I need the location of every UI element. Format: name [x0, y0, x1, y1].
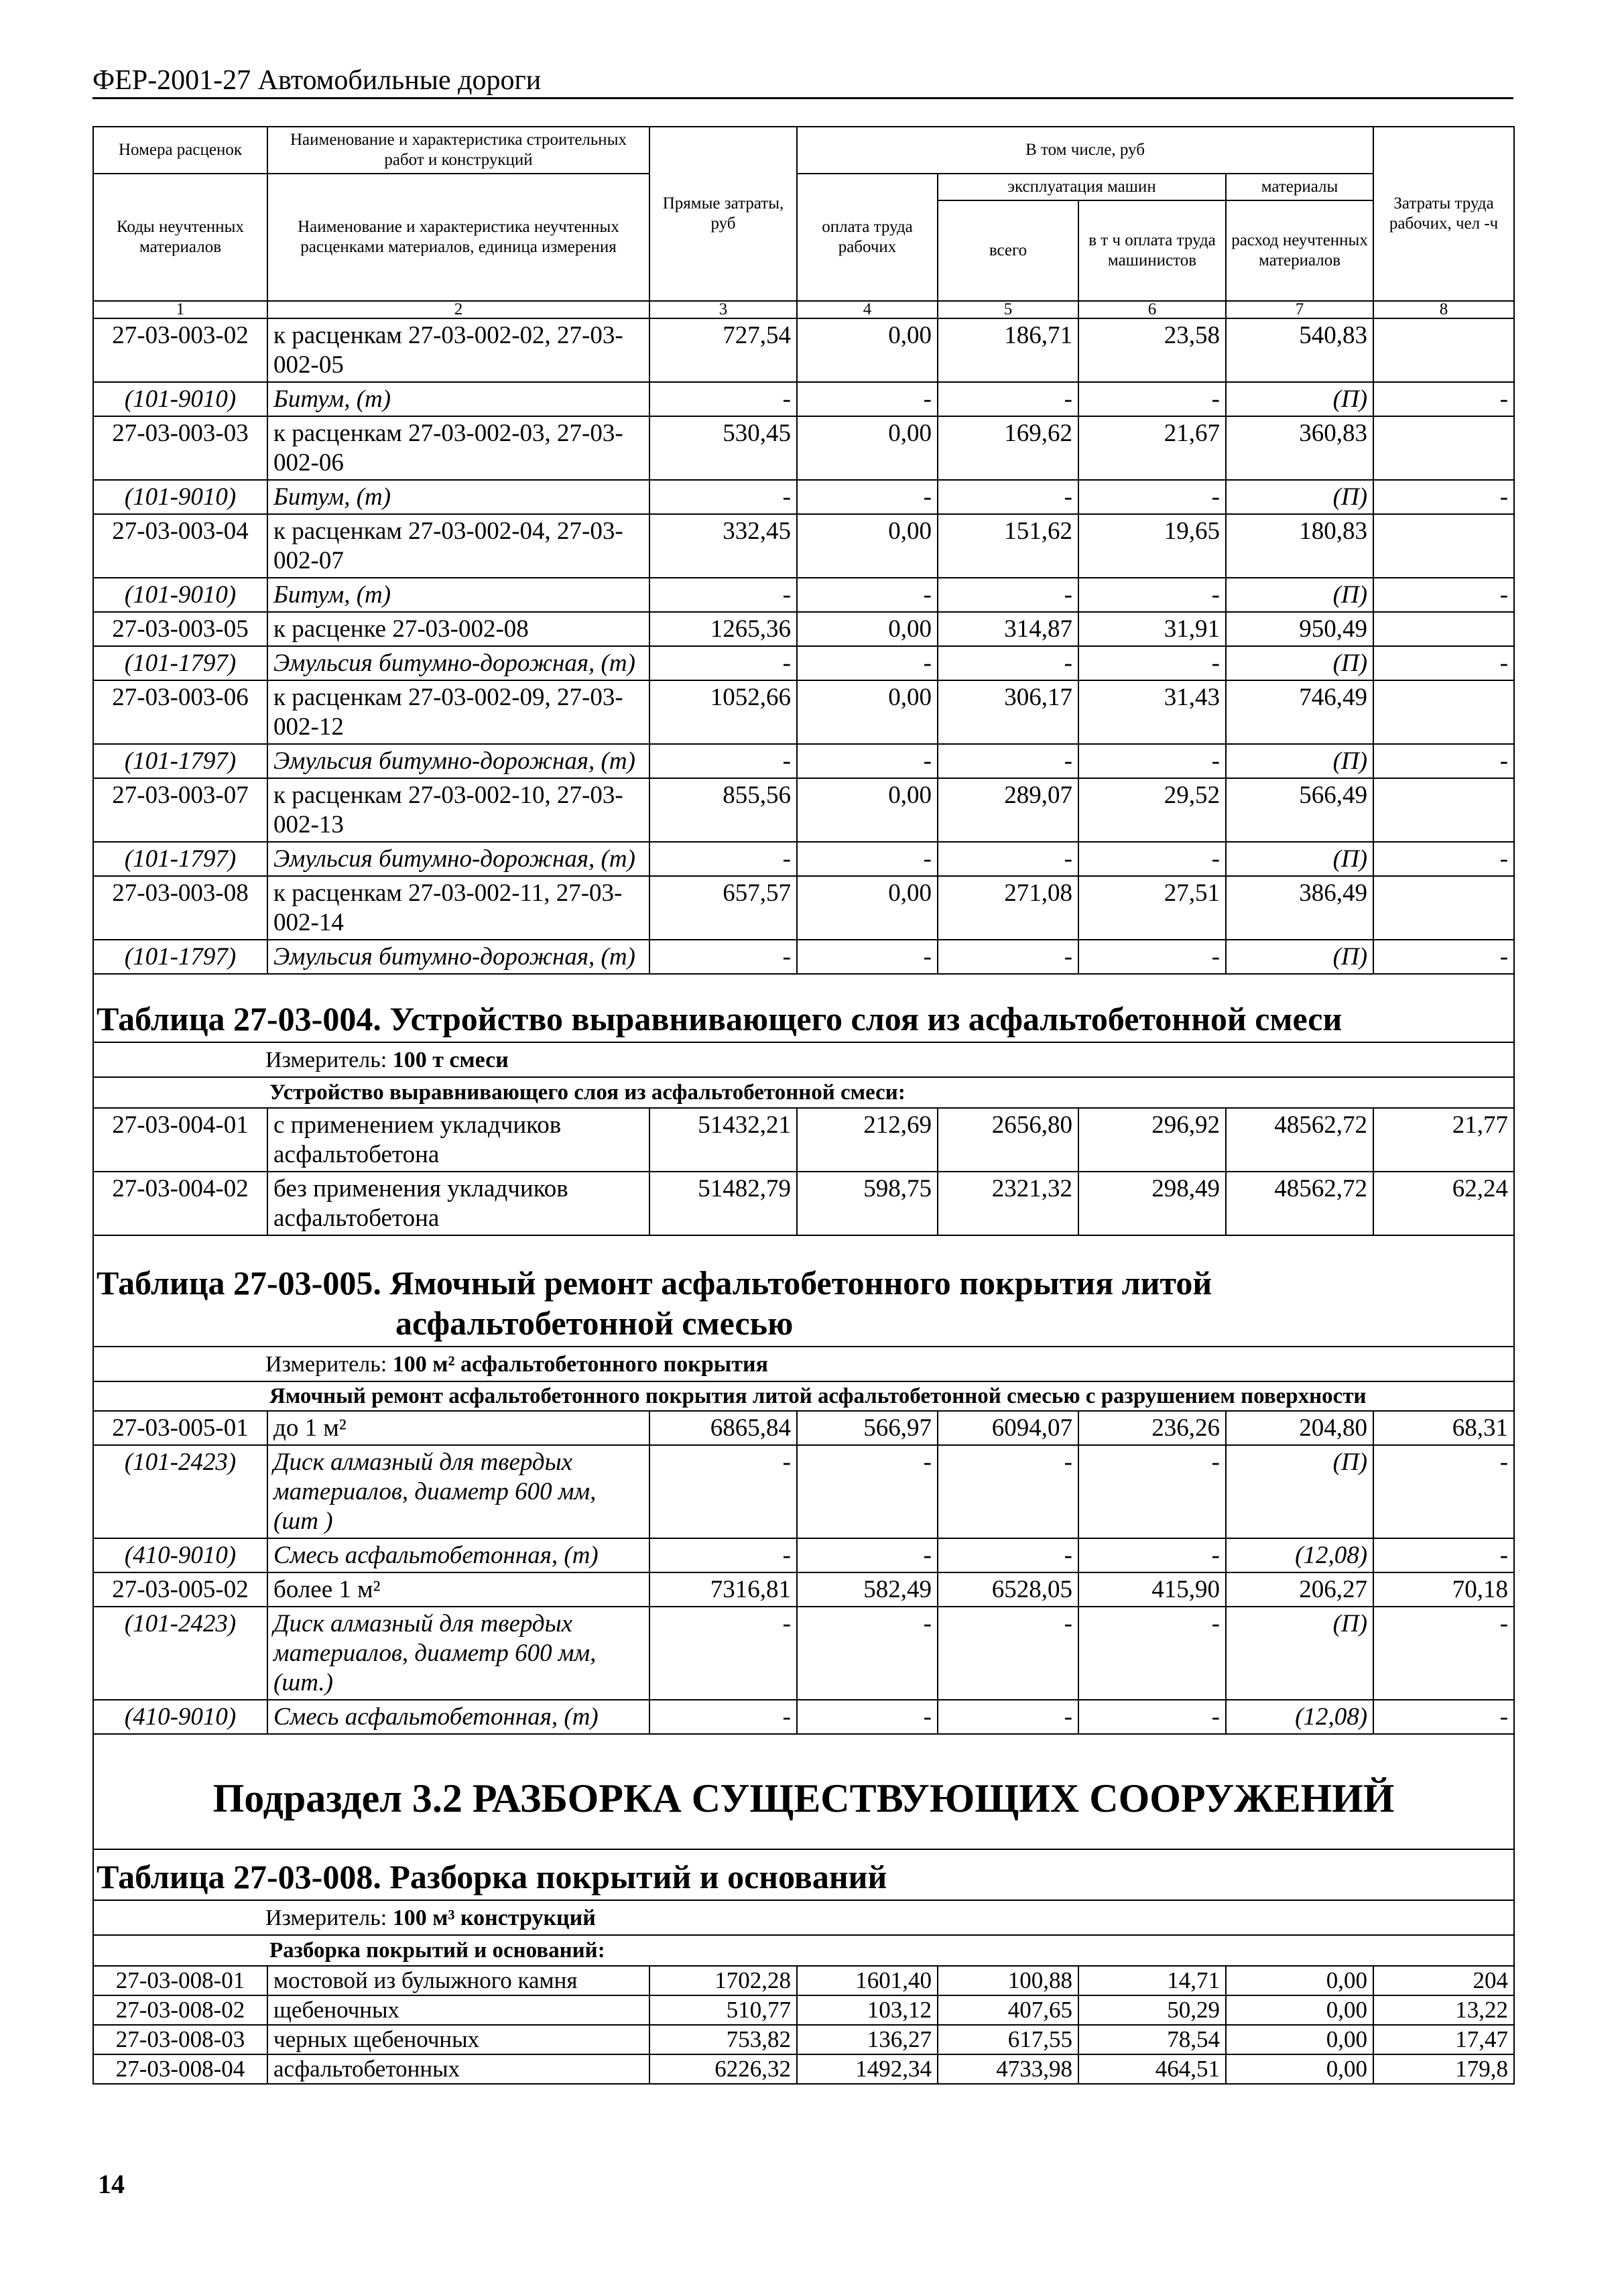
rate-code: 27-03-003-07: [93, 778, 267, 842]
material-dash: -: [1078, 382, 1226, 416]
material-code: (101-1797): [93, 646, 267, 680]
material-use: (П): [1226, 744, 1373, 778]
rate-code: 27-03-003-05: [93, 612, 267, 646]
rate-value-c3: 1702,28: [649, 1966, 797, 1995]
material-dash: -: [797, 1538, 938, 1572]
rate-value-c5: 6094,07: [938, 1411, 1078, 1445]
rate-value-c7: 566,49: [1226, 778, 1373, 842]
material-description: Эмульсия битумно-дорожная, (т): [267, 842, 649, 876]
rate-value-c3: 51482,79: [649, 1172, 797, 1235]
rate-value-c6: 296,92: [1078, 1108, 1226, 1172]
col-num-3: 3: [649, 301, 797, 318]
rate-value-c5: 169,62: [938, 416, 1078, 480]
table-row: [93, 612, 1514, 646]
rate-value-c3: 51432,21: [649, 1108, 797, 1172]
material-dash: -: [797, 578, 938, 612]
rate-value-c6: 236,26: [1078, 1411, 1226, 1445]
material-dash: -: [1373, 1607, 1514, 1700]
rate-code: 27-03-003-08: [93, 876, 267, 940]
material-code: (410-9010): [93, 1538, 267, 1572]
rate-description: мостовой из булыжного камня: [267, 1966, 649, 1995]
material-description: Смесь асфальтобетонная, (т): [267, 1538, 649, 1572]
material-code: (410-9010): [93, 1700, 267, 1734]
material-code: (101-1797): [93, 744, 267, 778]
material-row: [93, 480, 1514, 514]
col-num-8: 8: [1373, 301, 1514, 318]
rate-description: с применением укладчиков асфальтобетона: [267, 1108, 649, 1172]
rate-description: к расценкам 27-03-002-11, 27-03-002-14: [267, 876, 649, 940]
rate-code: 27-03-004-01: [93, 1108, 267, 1172]
rate-value-c7: 0,00: [1226, 2025, 1373, 2054]
material-dash: -: [938, 1700, 1078, 1734]
rate-value-c6: 19,65: [1078, 514, 1226, 578]
material-use: (12,08): [1226, 1700, 1373, 1734]
rate-code: 27-03-008-02: [93, 1995, 267, 2025]
material-code: (101-1797): [93, 842, 267, 876]
material-row: [93, 1607, 1514, 1700]
table-008-body: [93, 1966, 1514, 2084]
rate-value-c7: 950,49: [1226, 612, 1373, 646]
rate-value-c7: 0,00: [1226, 1966, 1373, 1995]
header-including: В том числе, руб: [797, 127, 1373, 174]
material-row: [93, 1445, 1514, 1538]
header-direct-costs: Прямые затраты, руб: [649, 127, 797, 301]
rate-value-c4: 1492,34: [797, 2054, 938, 2084]
col-num-6: 6: [1078, 301, 1226, 318]
rate-value-c8: [1373, 876, 1514, 940]
rate-value-c6: 21,67: [1078, 416, 1226, 480]
rate-description: более 1 м²: [267, 1572, 649, 1607]
rate-value-c4: 566,97: [797, 1411, 938, 1445]
rate-value-c4: 0,00: [797, 876, 938, 940]
table-008-subtitle: Разборка покрытий и оснований:: [93, 1935, 1514, 1966]
rate-value-c4: 0,00: [797, 680, 938, 744]
rate-value-c5: 306,17: [938, 680, 1078, 744]
material-dash: -: [1373, 1700, 1514, 1734]
rate-value-c4: 103,12: [797, 1995, 938, 2025]
material-dash: -: [797, 1607, 938, 1700]
rate-value-c5: 289,07: [938, 778, 1078, 842]
rate-value-c8: 70,18: [1373, 1572, 1514, 1607]
material-use: (П): [1226, 842, 1373, 876]
rate-description: черных щебеночных: [267, 2025, 649, 2054]
rate-value-c7: 746,49: [1226, 680, 1373, 744]
material-use: (П): [1226, 382, 1373, 416]
material-dash: -: [797, 646, 938, 680]
rate-value-c3: 727,54: [649, 318, 797, 382]
table-row: [93, 1172, 1514, 1235]
material-dash: -: [797, 1700, 938, 1734]
rate-value-c7: 206,27: [1226, 1572, 1373, 1607]
col-num-1: 1: [93, 301, 267, 318]
table-row: [93, 680, 1514, 744]
rate-value-c5: 2321,32: [938, 1172, 1078, 1235]
table-row: [93, 1572, 1514, 1607]
material-use: (П): [1226, 940, 1373, 974]
rate-value-c5: 2656,80: [938, 1108, 1078, 1172]
rate-value-c8: [1373, 416, 1514, 480]
rate-value-c8: 179,8: [1373, 2054, 1514, 2084]
material-use: (П): [1226, 646, 1373, 680]
rate-value-c3: 1265,36: [649, 612, 797, 646]
table-row: [93, 1108, 1514, 1172]
rate-value-c6: 31,91: [1078, 612, 1226, 646]
material-code: (101-1797): [93, 940, 267, 974]
rate-value-c5: 314,87: [938, 612, 1078, 646]
material-row: [93, 842, 1514, 876]
rate-description: асфальтобетонных: [267, 2054, 649, 2084]
material-dash: -: [649, 744, 797, 778]
rate-value-c3: 7316,81: [649, 1572, 797, 1607]
table-row: [93, 2025, 1514, 2054]
material-description: Битум, (т): [267, 480, 649, 514]
rate-value-c6: 23,58: [1078, 318, 1226, 382]
rate-value-c3: 530,45: [649, 416, 797, 480]
header-labor: Затраты труда рабочих, чел -ч: [1373, 127, 1514, 301]
material-dash: -: [938, 1607, 1078, 1700]
rate-value-c8: [1373, 778, 1514, 842]
material-code: (101-9010): [93, 382, 267, 416]
rate-value-c5: 151,62: [938, 514, 1078, 578]
material-dash: -: [649, 1700, 797, 1734]
rate-value-c8: 21,77: [1373, 1108, 1514, 1172]
material-dash: -: [797, 382, 938, 416]
material-code: (101-9010): [93, 578, 267, 612]
material-row: [93, 1700, 1514, 1734]
rate-value-c4: 136,27: [797, 2025, 938, 2054]
material-dash: -: [1078, 744, 1226, 778]
table-row: [93, 1995, 1514, 2025]
rate-value-c3: 6865,84: [649, 1411, 797, 1445]
rate-code: 27-03-008-04: [93, 2054, 267, 2084]
material-description: Эмульсия битумно-дорожная, (т): [267, 940, 649, 974]
rate-code: 27-03-005-01: [93, 1411, 267, 1445]
rate-value-c5: 617,55: [938, 2025, 1078, 2054]
col-num-4: 4: [797, 301, 938, 318]
rate-value-c8: 13,22: [1373, 1995, 1514, 2025]
col-num-2: 2: [267, 301, 649, 318]
rate-value-c7: 0,00: [1226, 2054, 1373, 2084]
material-dash: -: [1078, 940, 1226, 974]
material-dash: -: [1373, 940, 1514, 974]
rate-value-c8: [1373, 612, 1514, 646]
table-row: [93, 876, 1514, 940]
rate-value-c3: 332,45: [649, 514, 797, 578]
rate-value-c8: [1373, 514, 1514, 578]
material-dash: -: [938, 382, 1078, 416]
rate-description: к расценкам 27-03-002-03, 27-03-002-06: [267, 416, 649, 480]
rate-code: 27-03-008-01: [93, 1966, 267, 1995]
material-code: (101-2423): [93, 1445, 267, 1538]
rate-value-c6: 14,71: [1078, 1966, 1226, 1995]
material-description: Эмульсия битумно-дорожная, (т): [267, 646, 649, 680]
table-004-body: [93, 1108, 1514, 1235]
material-dash: -: [938, 744, 1078, 778]
rate-value-c3: 855,56: [649, 778, 797, 842]
material-row: [93, 940, 1514, 974]
rate-value-c7: 386,49: [1226, 876, 1373, 940]
material-code: (101-9010): [93, 480, 267, 514]
header-machines: эксплуатация машин: [938, 174, 1226, 200]
rate-value-c6: 415,90: [1078, 1572, 1226, 1607]
rate-value-c3: 753,82: [649, 2025, 797, 2054]
table-005-measure: Измеритель: 100 м² асфальтобетонного покрытия: [93, 1347, 1514, 1381]
material-dash: -: [797, 842, 938, 876]
rate-value-c5: 271,08: [938, 876, 1078, 940]
material-row: [93, 1538, 1514, 1572]
material-dash: -: [649, 382, 797, 416]
rate-value-c6: 50,29: [1078, 1995, 1226, 2025]
material-description: Диск алмазный для твердых материалов, диаметр 600 мм, (шт ): [267, 1445, 649, 1538]
material-dash: -: [649, 1607, 797, 1700]
header-labor-pay: оплата труда рабочих: [797, 174, 938, 301]
running-header: ФЕР-2001-27 Автомобильные дороги: [92, 65, 542, 96]
rate-value-c6: 464,51: [1078, 2054, 1226, 2084]
rate-value-c7: 204,80: [1226, 1411, 1373, 1445]
material-dash: -: [938, 480, 1078, 514]
material-use: (П): [1226, 480, 1373, 514]
material-dash: -: [1373, 744, 1514, 778]
material-description: Смесь асфальтобетонная, (т): [267, 1700, 649, 1734]
rate-code: 27-03-003-02: [93, 318, 267, 382]
rate-value-c8: 204: [1373, 1966, 1514, 1995]
table-row: [93, 416, 1514, 480]
header-rate-numbers: Номера расценок: [93, 127, 267, 174]
rate-value-c5: 6528,05: [938, 1572, 1078, 1607]
col-num-7: 7: [1226, 301, 1373, 318]
rate-value-c4: 0,00: [797, 612, 938, 646]
table-008-title: Таблица 27-03-008. Разборка покрытий и оснований: [93, 1849, 1514, 1900]
table-005-title: Таблица 27-03-005. Ямочный ремонт асфальтобетонного покрытия литой асфальтобетонной смесью: [93, 1235, 1514, 1347]
rate-description: к расценкам 27-03-002-10, 27-03-002-13: [267, 778, 649, 842]
table-row: [93, 318, 1514, 382]
header-material-use: расход неучтенных материалов: [1226, 200, 1373, 301]
header-total: всего: [938, 200, 1078, 301]
header-material-name: Наименование и характеристика неучтенных расценками материалов, единица измерения: [267, 174, 649, 301]
rate-value-c7: 540,83: [1226, 318, 1373, 382]
subsection-heading: Подраздел 3.2 РАЗБОРКА СУЩЕСТВУЮЩИХ СООРУЖЕНИЙ: [93, 1734, 1514, 1849]
rate-value-c8: 62,24: [1373, 1172, 1514, 1235]
rate-value-c8: [1373, 318, 1514, 382]
header-machinists-pay: в т ч оплата труда машинистов: [1078, 200, 1226, 301]
rate-description: до 1 м²: [267, 1411, 649, 1445]
rate-value-c3: 6226,32: [649, 2054, 797, 2084]
material-use: (П): [1226, 1445, 1373, 1538]
rate-value-c5: 4733,98: [938, 2054, 1078, 2084]
page-number: 14: [98, 2169, 125, 2199]
rate-value-c4: 0,00: [797, 514, 938, 578]
material-code: (101-2423): [93, 1607, 267, 1700]
material-description: Битум, (т): [267, 382, 649, 416]
rate-code: 27-03-005-02: [93, 1572, 267, 1607]
rate-value-c5: 100,88: [938, 1966, 1078, 1995]
material-dash: -: [649, 940, 797, 974]
rate-value-c4: 0,00: [797, 416, 938, 480]
material-dash: -: [1078, 1607, 1226, 1700]
material-use: (П): [1226, 578, 1373, 612]
rate-description: к расценкам 27-03-002-04, 27-03-002-07: [267, 514, 649, 578]
material-use: (П): [1226, 1607, 1373, 1700]
material-dash: -: [649, 842, 797, 876]
rate-value-c6: 27,51: [1078, 876, 1226, 940]
rate-code: 27-03-004-02: [93, 1172, 267, 1235]
material-row: [93, 578, 1514, 612]
material-dash: -: [1373, 842, 1514, 876]
material-dash: -: [938, 1445, 1078, 1538]
material-dash: -: [1078, 1538, 1226, 1572]
material-dash: -: [1373, 1445, 1514, 1538]
material-dash: -: [1078, 842, 1226, 876]
material-dash: -: [1078, 646, 1226, 680]
material-dash: -: [797, 480, 938, 514]
material-dash: -: [938, 1538, 1078, 1572]
rate-value-c6: 29,52: [1078, 778, 1226, 842]
rate-value-c7: 180,83: [1226, 514, 1373, 578]
rate-value-c5: 186,71: [938, 318, 1078, 382]
rate-value-c3: 510,77: [649, 1995, 797, 2025]
table-004-title: Таблица 27-03-004. Устройство выравнивающего слоя из асфальтобетонной смеси: [93, 974, 1514, 1042]
material-dash: -: [938, 842, 1078, 876]
table-005-subtitle: Ямочный ремонт асфальтобетонного покрытия литой асфальтобетонной смесью с разрушением поверхности: [93, 1381, 1514, 1411]
rate-description: к расценке 27-03-002-08: [267, 612, 649, 646]
material-dash: -: [1078, 480, 1226, 514]
col-num-5: 5: [938, 301, 1078, 318]
rate-value-c5: 407,65: [938, 1995, 1078, 2025]
rate-value-c3: 1052,66: [649, 680, 797, 744]
rate-value-c7: 0,00: [1226, 1995, 1373, 2025]
material-dash: -: [1373, 1538, 1514, 1572]
material-dash: -: [1078, 578, 1226, 612]
rate-description: к расценкам 27-03-002-02, 27-03-002-05: [267, 318, 649, 382]
material-dash: -: [797, 940, 938, 974]
header-materials: материалы: [1226, 174, 1373, 200]
material-description: Битум, (т): [267, 578, 649, 612]
table-004-subtitle: Устройство выравнивающего слоя из асфальтобетонной смеси:: [93, 1077, 1514, 1108]
material-dash: -: [649, 1538, 797, 1572]
material-dash: -: [649, 1445, 797, 1538]
material-dash: -: [649, 578, 797, 612]
rate-value-c3: 657,57: [649, 876, 797, 940]
material-dash: -: [1078, 1445, 1226, 1538]
table-005-body: [93, 1411, 1514, 1734]
header-material-codes: Коды неучтенных материалов: [93, 174, 267, 301]
table-row: [93, 778, 1514, 842]
material-row: [93, 382, 1514, 416]
material-dash: -: [1373, 578, 1514, 612]
rate-value-c7: 360,83: [1226, 416, 1373, 480]
rate-value-c4: 212,69: [797, 1108, 938, 1172]
material-dash: -: [938, 940, 1078, 974]
table-004-measure: Измеритель: 100 т смеси: [93, 1042, 1514, 1077]
material-use: (12,08): [1226, 1538, 1373, 1572]
rate-description: без применения укладчиков асфальтобетона: [267, 1172, 649, 1235]
rate-value-c4: 1601,40: [797, 1966, 938, 1995]
rate-description: к расценкам 27-03-002-09, 27-03-002-12: [267, 680, 649, 744]
rate-value-c6: 298,49: [1078, 1172, 1226, 1235]
rate-code: 27-03-003-06: [93, 680, 267, 744]
rate-value-c7: 48562,72: [1226, 1172, 1373, 1235]
material-dash: -: [1373, 382, 1514, 416]
table-row: [93, 1411, 1514, 1445]
rates-table: [92, 126, 1515, 2085]
rate-value-c8: 17,47: [1373, 2025, 1514, 2054]
material-dash: -: [938, 646, 1078, 680]
material-description: Эмульсия битумно-дорожная, (т): [267, 744, 649, 778]
header-rule: [92, 97, 1513, 99]
table-row: [93, 2054, 1514, 2084]
rate-code: 27-03-003-03: [93, 416, 267, 480]
rate-description: щебеночных: [267, 1995, 649, 2025]
rate-value-c8: 68,31: [1373, 1411, 1514, 1445]
rate-value-c4: 0,00: [797, 778, 938, 842]
rate-code: 27-03-008-03: [93, 2025, 267, 2054]
rate-value-c7: 48562,72: [1226, 1108, 1373, 1172]
table-003-body: [93, 318, 1514, 974]
rate-value-c6: 78,54: [1078, 2025, 1226, 2054]
rate-code: 27-03-003-04: [93, 514, 267, 578]
rate-value-c4: 598,75: [797, 1172, 938, 1235]
material-dash: -: [1078, 1700, 1226, 1734]
rate-value-c4: 582,49: [797, 1572, 938, 1607]
rate-value-c4: 0,00: [797, 318, 938, 382]
material-dash: -: [797, 744, 938, 778]
material-row: [93, 646, 1514, 680]
rate-value-c6: 31,43: [1078, 680, 1226, 744]
material-dash: -: [649, 646, 797, 680]
material-dash: -: [649, 480, 797, 514]
table-row: [93, 1966, 1514, 1995]
table-008-measure: Измеритель: 100 м³ конструкций: [93, 1900, 1514, 1935]
material-dash: -: [1373, 646, 1514, 680]
header-work-name: Наименование и характеристика строительных работ и конструкций: [267, 127, 649, 174]
table-row: [93, 514, 1514, 578]
material-dash: -: [938, 578, 1078, 612]
material-row: [93, 744, 1514, 778]
material-description: Диск алмазный для твердых материалов, диаметр 600 мм, (шт.): [267, 1607, 649, 1700]
material-dash: -: [1373, 480, 1514, 514]
material-dash: -: [797, 1445, 938, 1538]
rate-value-c8: [1373, 680, 1514, 744]
